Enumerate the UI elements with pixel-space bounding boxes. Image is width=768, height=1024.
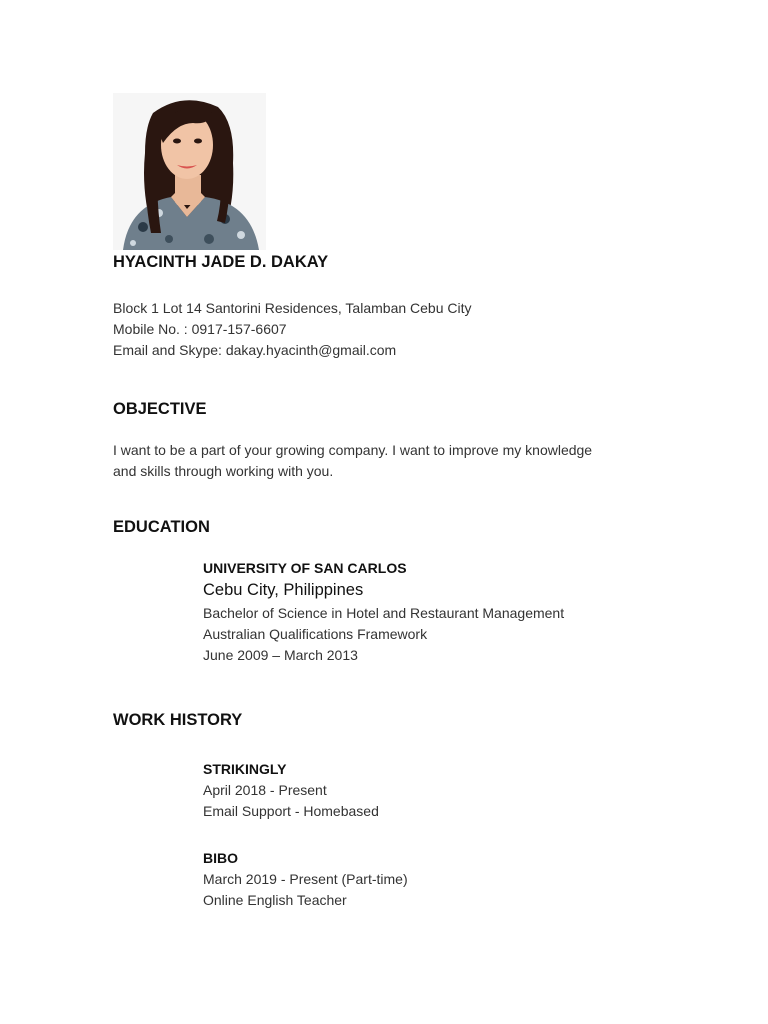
job-role: Online English Teacher — [203, 892, 347, 908]
job-role: Email Support - Homebased — [203, 803, 379, 819]
job-company: STRIKINGLY — [203, 761, 287, 777]
education-dates: June 2009 – March 2013 — [203, 647, 358, 663]
objective-text-line-1: I want to be a part of your growing company. I want to improve my knowledge — [113, 442, 593, 458]
education-heading: EDUCATION — [113, 518, 210, 536]
qualification-framework: Australian Qualifications Framework — [203, 626, 428, 642]
work-history-heading: WORK HISTORY — [113, 711, 243, 729]
candidate-name: HYACINTH JADE D. DAKAY — [113, 253, 329, 271]
job-dates: April 2018 - Present — [203, 782, 327, 798]
job-company: BIBO — [203, 850, 238, 866]
degree: Bachelor of Science in Hotel and Restaurant Management — [203, 605, 565, 621]
school-name: UNIVERSITY OF SAN CARLOS — [203, 560, 407, 576]
email-line: Email and Skype: dakay.hyacinth@gmail.com — [113, 342, 397, 358]
address-line: Block 1 Lot 14 Santorini Residences, Talamban Cebu City — [113, 300, 472, 316]
objective-text-line-2: and skills through working with you. — [113, 463, 334, 479]
profile-photo — [113, 93, 266, 250]
objective-heading: OBJECTIVE — [113, 400, 207, 418]
mobile-line: Mobile No. : 0917-157-6607 — [113, 321, 287, 337]
school-location: Cebu City, Philippines — [203, 581, 364, 599]
job-dates: March 2019 - Present (Part-time) — [203, 871, 408, 887]
